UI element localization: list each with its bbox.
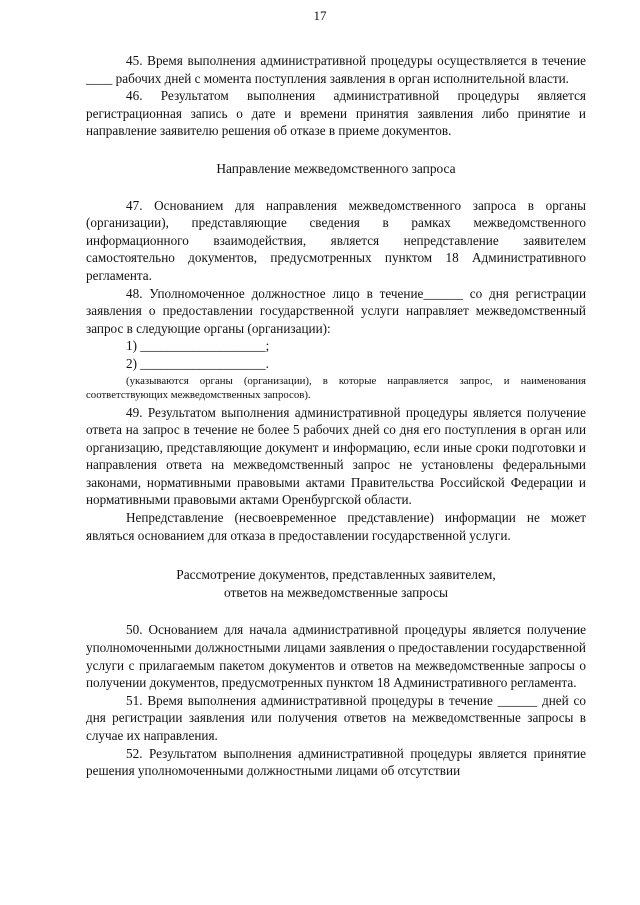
paragraph-51: 51. Время выполнения административной процедуры в течение ______ дней со дня регистрации заявления или получения ответов на межведомственные запросы в случае их направления.	[86, 692, 586, 743]
paragraph-45: 45. Время выполнения административной процедуры осуществляется в течение ____ рабочих дней с момента поступления заявления в орган исполнительной власти.	[86, 53, 586, 86]
paragraph-50: 50. Основанием для начала административной процедуры является получение уполномоченными должностными лицами заявления о предоставлении государственной услуги с прилагаемым пакетом документов и ответов на межведомственные запросы о получении документов, предусмотренных пунктом 18 Административного регламента.	[86, 622, 586, 691]
section-heading-review-line-2: ответов на межведомственные запросы	[224, 584, 448, 600]
paragraph-49-continued: Непредставление (несвоевременное представление) информации не может являться основанием для отказа в предоставлении государственной услуги.	[86, 510, 586, 543]
section-heading-interagency-request: Направление межведомственного запроса	[216, 160, 456, 176]
paragraph-47: 47. Основанием для направления межведомственного запроса в органы (организации), представляющие сведения в рамках межведомственного информационного взаимодействия, является непредставление заявителем самостоятельно документов, предусмотренных пунктом 18 Административного регламента.	[86, 197, 586, 283]
footnote-organs: (указываются органы (организации), в которые направляется запрос, и наименования соответствующих межведомственных запросов).	[86, 374, 586, 401]
paragraph-46: 46. Результатом выполнения административной процедуры является регистрационная запись о дате и времени принятия заявления либо принятие и направление заявителю решения об отказе в приеме документов.	[86, 88, 586, 139]
page-number: 17	[313, 8, 327, 23]
list-item-1: 1) ___________________;	[126, 338, 270, 354]
list-item-2: 2) ___________________.	[126, 355, 269, 371]
section-heading-review-line-1: Рассмотрение документов, представленных заявителем,	[176, 567, 496, 583]
document-body	[86, 52, 586, 780]
paragraph-48: 48. Уполномоченное должностное лицо в течение______ со дня регистрации заявления о предоставлении государственной услуги направляет межведомственный запрос в следующие органы (организации):	[86, 285, 586, 336]
paragraph-49: 49. Результатом выполнения административной процедуры является получение ответа на запрос в течение не более 5 рабочих дней со дня его поступления в орган или организацию, представляющие документ и информацию, если иные сроки подготовки и направления ответа на межведомственный запрос не установлены федеральными законами, нормативными правовыми актами Правительства Российской Федерации и нормативными правовыми актами Оренбургской области.	[86, 404, 586, 508]
paragraph-52: 52. Результатом выполнения административной процедуры является принятие решения уполномоченными должностными лицами об отсутствии	[86, 745, 586, 779]
